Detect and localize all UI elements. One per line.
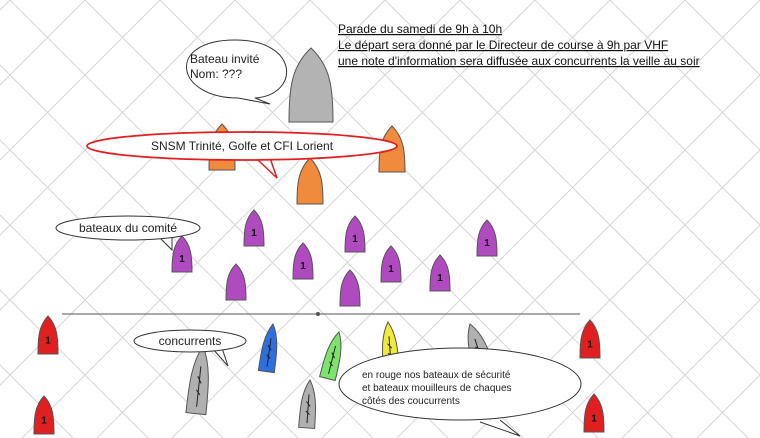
safety-callout-line-3: côtés des coucurrents [362,396,460,407]
safety-boat [580,320,600,358]
boat-number: 1 [591,413,597,425]
committee-callout-text: bateaux du comité [78,221,178,235]
competitor-boat-grey [186,345,213,415]
competitors-callout-text: concurrents [158,334,222,348]
header [338,22,700,68]
boat-number: 1 [41,415,47,427]
boat-hull [226,264,246,300]
safety-callout-line-2: et bateaux mouilleurs de chaques [362,383,512,394]
snsm-callout-text: SNSM Trinité, Golfe et CFI Lorient [150,139,334,153]
committee-boat [477,220,497,256]
safety-boats-callout [339,348,581,436]
committee-callout-tail [160,238,172,250]
boat-number: 1 [484,237,490,249]
committee-boat [226,264,246,300]
boat-number: 1 [437,272,443,284]
snsm-boat [297,158,323,204]
safety-callout-line-1: en rouge nos bateaux de sécurité [362,370,511,381]
competitors-callout [134,330,246,366]
guest-boat-callout [187,40,287,104]
boat-number: 1 [45,335,51,347]
committee-boat [293,243,313,279]
snsm-callout-tail [258,158,277,178]
committee-boat [430,255,450,291]
header-line-1: Parade du samedi de 9h à 10h [338,22,503,36]
boat-hull [340,270,360,306]
boat-number: 1 [251,227,257,239]
boat-number: 1 [587,339,593,351]
committee-boat [172,236,192,272]
committee-boat [244,210,264,246]
grid-line [0,0,73,438]
boat-number: 1 [388,263,394,275]
safety-boat [38,316,58,354]
guest-callout-line-2: Nom: ??? [190,67,243,81]
boat-number: 1 [300,260,306,272]
header-line-3: une note d'information sera diffusée aux concurrents la veille au soir [338,54,700,68]
safety-boat [584,394,604,432]
competitor-boat-grey [299,379,318,428]
boat-number: 1 [352,233,358,245]
competitor-boat-green [320,330,347,380]
snsm-callout [87,132,397,178]
committee-boat [381,246,401,282]
safety-callout-tail [480,420,520,436]
header-line-2: Le départ sera donné par le Directeur de course à 9h par VHF [338,38,669,52]
boat-hull [297,158,323,204]
grid-line [0,0,10,438]
committee-boat [340,270,360,306]
boat-number: 1 [179,253,185,265]
guest-callout-line-1: Bateau invité [190,52,260,66]
committee-boat [345,216,365,252]
start-line-marker [316,312,320,316]
